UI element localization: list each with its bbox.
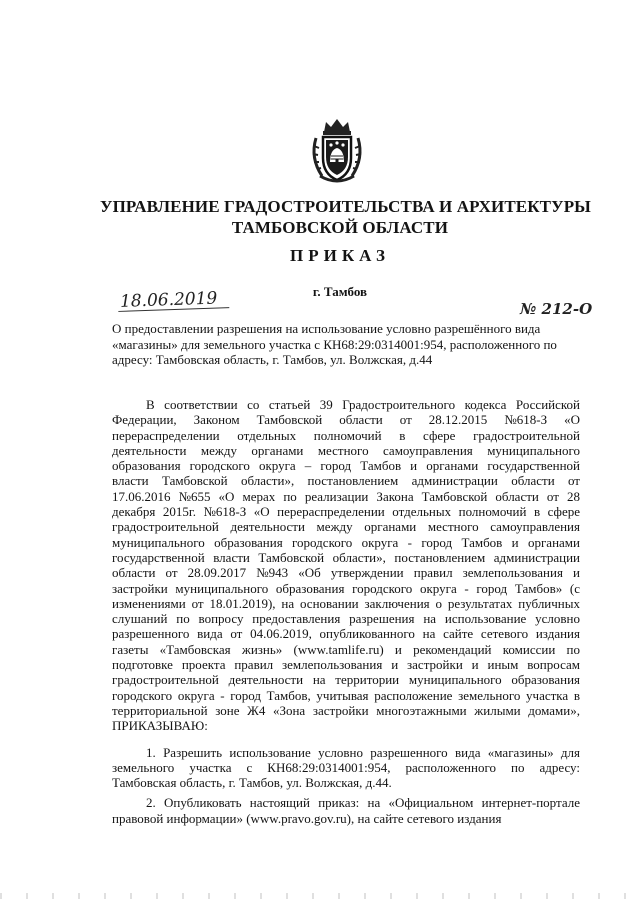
body-line: деятельности между органами местного самоуправления муниципального	[112, 442, 580, 458]
org-line-2: ТАМБОВСКОЙ ОБЛАСТИ	[231, 218, 449, 237]
preamble-paragraph	[112, 397, 580, 734]
document-type: ПРИКАЗ	[290, 246, 390, 265]
subject-line: О предоставлении разрешения на использование условно разрешённого вида	[112, 321, 541, 336]
body-line: территориальной зоне Ж4 «Зона застройки многоэтажными жилыми домами»,	[112, 702, 580, 718]
city-name: г. Тамбов	[312, 284, 368, 299]
body-line: слушаний по вопросу предоставления разрешения на использование условно	[112, 611, 580, 627]
org-line-1: УПРАВЛЕНИЕ ГРАДОСТРОИТЕЛЬСТВА И АРХИТЕКТУРЫ	[100, 197, 591, 216]
body-line: разрешенного вида от 04.06.2019, опубликованного на сайте сетевого издания	[112, 626, 580, 642]
order-subject	[112, 321, 580, 368]
body-line: власти Тамбовской области», постановлением администрации области от	[112, 473, 580, 489]
body-line: 2. Опубликовать настоящий приказ: на «Официальном интернет-портале	[146, 795, 580, 811]
order-body	[112, 397, 580, 837]
body-line: 1. Разрешить использование условно разрешенного вида «магазины» для	[146, 744, 580, 760]
body-line: В соответствии со статьей 39 Градостроительного кодекса Российской	[146, 397, 580, 412]
body-line: подготовке проекта правил землепользования и застройки и иным вопросам	[112, 657, 580, 673]
body-line: газеты «Тамбовская жизнь» (www.tamlife.ru) и рекомендаций комиссии по	[112, 641, 580, 657]
order-item-1	[112, 745, 580, 791]
handwritten-order-number: № 212-О	[520, 300, 593, 318]
body-line: городского округа - город Тамбов, учитывая расположение земельного участка в	[112, 687, 580, 703]
body-line: градостроительной деятельности между органами местного самоуправления	[112, 519, 580, 535]
coat-of-arms-icon	[308, 116, 366, 186]
body-line: градостроительной деятельности на территории муниципального образования	[112, 672, 580, 688]
body-line: правовой информации» (www.pravo.gov.ru), на сайте сетевого издания	[112, 810, 502, 826]
body-line: 17.06.2016 №655 «О мерах по реализации Закона Тамбовской области от 28	[112, 488, 580, 504]
body-line: образования городского округа – город Тамбов и органами государственной	[112, 458, 580, 474]
subject-line: адресу: Тамбовская область, г. Тамбов, ул. Волжская, д.44	[112, 352, 433, 367]
body-line: Федерации, Законом Тамбовской области от 28.12.2015 №618-З «О	[112, 412, 580, 428]
scan-artifact	[0, 893, 640, 899]
body-line: области от 28.09.2017 №943 «Об утверждении правил землепользования и	[112, 565, 580, 581]
body-line: Тамбовская область, г. Тамбов, ул. Волжская, д.44.	[112, 775, 392, 791]
body-line: государственной власти Тамбовской области», постановлением администрации	[112, 549, 580, 565]
body-line: ПРИКАЗЫВАЮ:	[112, 718, 208, 734]
body-line: перераспределении отдельных полномочий в сфере градостроительной	[112, 427, 580, 443]
subject-line: «магазины» для земельного участка с КН68:29:0314001:954, расположенного по	[112, 336, 557, 352]
body-line: муниципального образования городского округа - город Тамбов и органами	[112, 534, 580, 550]
body-line: земельного участка с КН68:29:0314001:954, расположенного по адресу:	[112, 759, 580, 775]
handwritten-date: 18.06.2019	[118, 289, 230, 312]
body-line: изменениями от 18.01.2019), на основании заключения о результатах публичных	[112, 595, 580, 611]
body-line: застройки муниципального образования городского округа - город Тамбов» (с	[112, 580, 580, 596]
order-item-2	[112, 795, 580, 826]
body-line: декабря 2015г. №618-З «О перераспределении отдельных полномочий в сфере	[112, 504, 580, 520]
organization-name	[100, 196, 591, 238]
